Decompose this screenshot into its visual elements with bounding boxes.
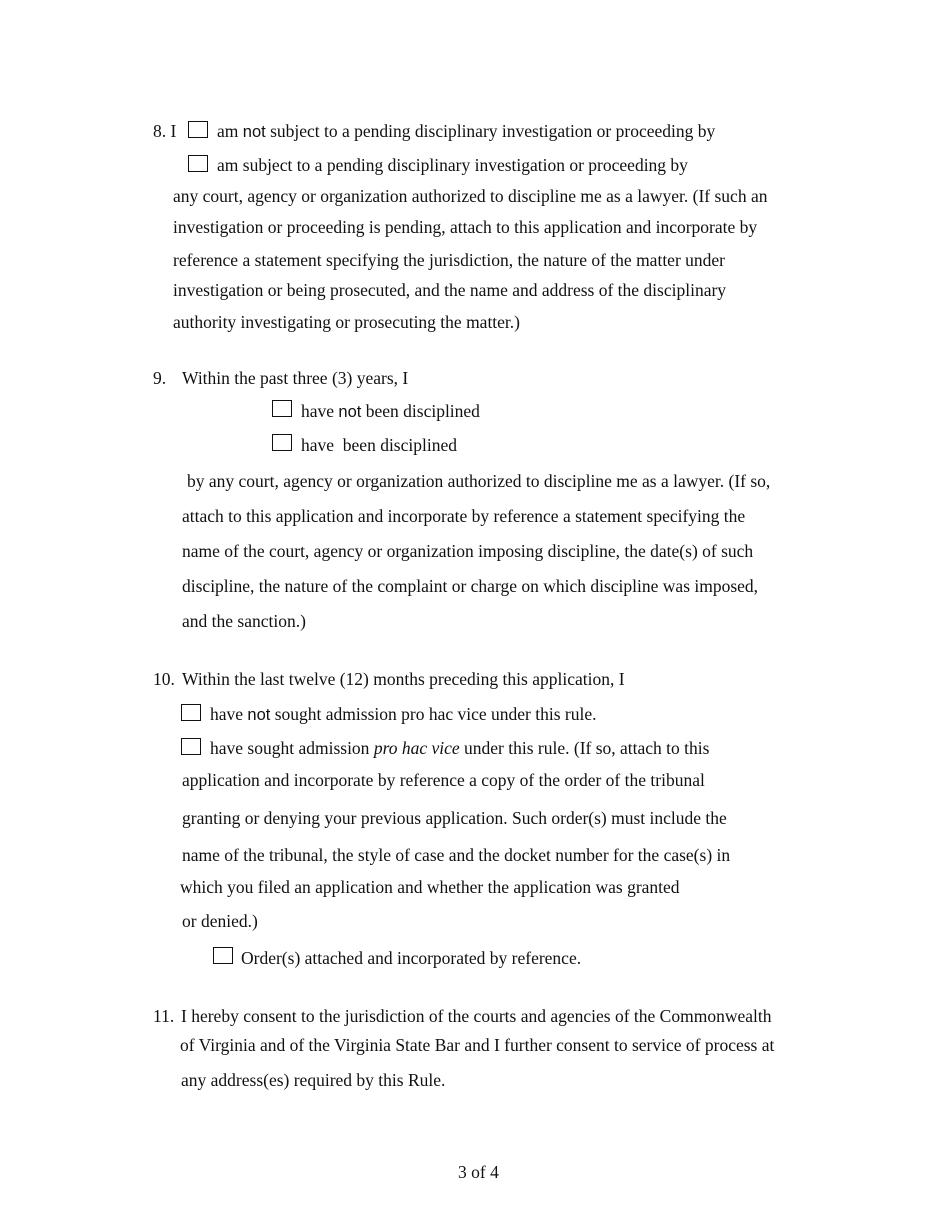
- item10-body-line: granting or denying your previous application. Such order(s) must include the: [182, 808, 727, 828]
- item9-body-line: attach to this application and incorporate by reference a statement specifying the: [182, 506, 746, 526]
- item9-disciplined-checkbox[interactable]: [272, 434, 292, 451]
- item9-body-line: and the sanction.): [182, 611, 306, 631]
- item9-body-line: by any court, agency or organization authorized to discipline me as a lawyer. (If so,: [187, 471, 771, 491]
- item10-body-line: which you filed an application and whether the application was granted: [180, 877, 680, 897]
- item9-body-line: name of the court, agency or organization imposing discipline, the date(s) of such: [182, 541, 754, 561]
- item10-intro: Within the last twelve (12) months preceding this application, I: [182, 669, 625, 689]
- item8-body-line: investigation or being prosecuted, and the name and address of the disciplinary: [173, 280, 727, 300]
- item9-option-disciplined: have been disciplined: [301, 435, 457, 455]
- item9-body-line: discipline, the nature of the complaint or charge on which discipline was imposed,: [182, 576, 759, 596]
- item8-option-not-subject: am not subject to a pending disciplinary investigation or proceeding by: [217, 121, 716, 141]
- item9-number: 9.: [153, 368, 167, 388]
- item10-sought-checkbox[interactable]: [181, 738, 201, 755]
- item8-number: 8. I: [153, 121, 177, 141]
- item8-body-line: authority investigating or prosecuting the matter.): [173, 312, 521, 332]
- item10-not-sought-checkbox[interactable]: [181, 704, 201, 721]
- item8-body-line: investigation or proceeding is pending, attach to this application and incorporate by: [173, 217, 758, 237]
- item8-body-line: reference a statement specifying the jurisdiction, the nature of the matter under: [173, 250, 725, 270]
- item8-option-subject: am subject to a pending disciplinary investigation or proceeding by: [217, 155, 688, 175]
- item11-body-line: of Virginia and of the Virginia State Bar and I further consent to service of process at: [180, 1035, 775, 1055]
- item8-body-line: any court, agency or organization authorized to discipline me as a lawyer. (If such an: [173, 186, 768, 206]
- item8-subject-checkbox[interactable]: [188, 155, 208, 172]
- item10-body-line: name of the tribunal, the style of case and the docket number for the case(s) in: [182, 845, 731, 865]
- item10-option-not-sought: have not sought admission pro hac vice under this rule.: [210, 704, 597, 724]
- item9-option-not-disciplined: have not been disciplined: [301, 401, 480, 421]
- item10-number: 10.: [153, 669, 175, 689]
- item11-body-line: any address(es) required by this Rule.: [181, 1070, 446, 1090]
- item10-body-line: application and incorporate by reference a copy of the order of the tribunal: [182, 770, 705, 790]
- item10-body-line: or denied.): [182, 911, 258, 931]
- item9-intro: Within the past three (3) years, I: [182, 368, 409, 388]
- item10-orders-attached-label: Order(s) attached and incorporated by reference.: [241, 948, 582, 968]
- item9-not-disciplined-checkbox[interactable]: [272, 400, 292, 417]
- item8-not-subject-checkbox[interactable]: [188, 121, 208, 138]
- item10-orders-attached-checkbox[interactable]: [213, 947, 233, 964]
- item11-number: 11.: [153, 1006, 175, 1026]
- item10-option-sought: have sought admission pro hac vice under this rule. (If so, attach to this: [210, 738, 710, 758]
- page-number: 3 of 4: [458, 1162, 499, 1182]
- item11-body-line: I hereby consent to the jurisdiction of the courts and agencies of the Commonwealth: [181, 1006, 772, 1026]
